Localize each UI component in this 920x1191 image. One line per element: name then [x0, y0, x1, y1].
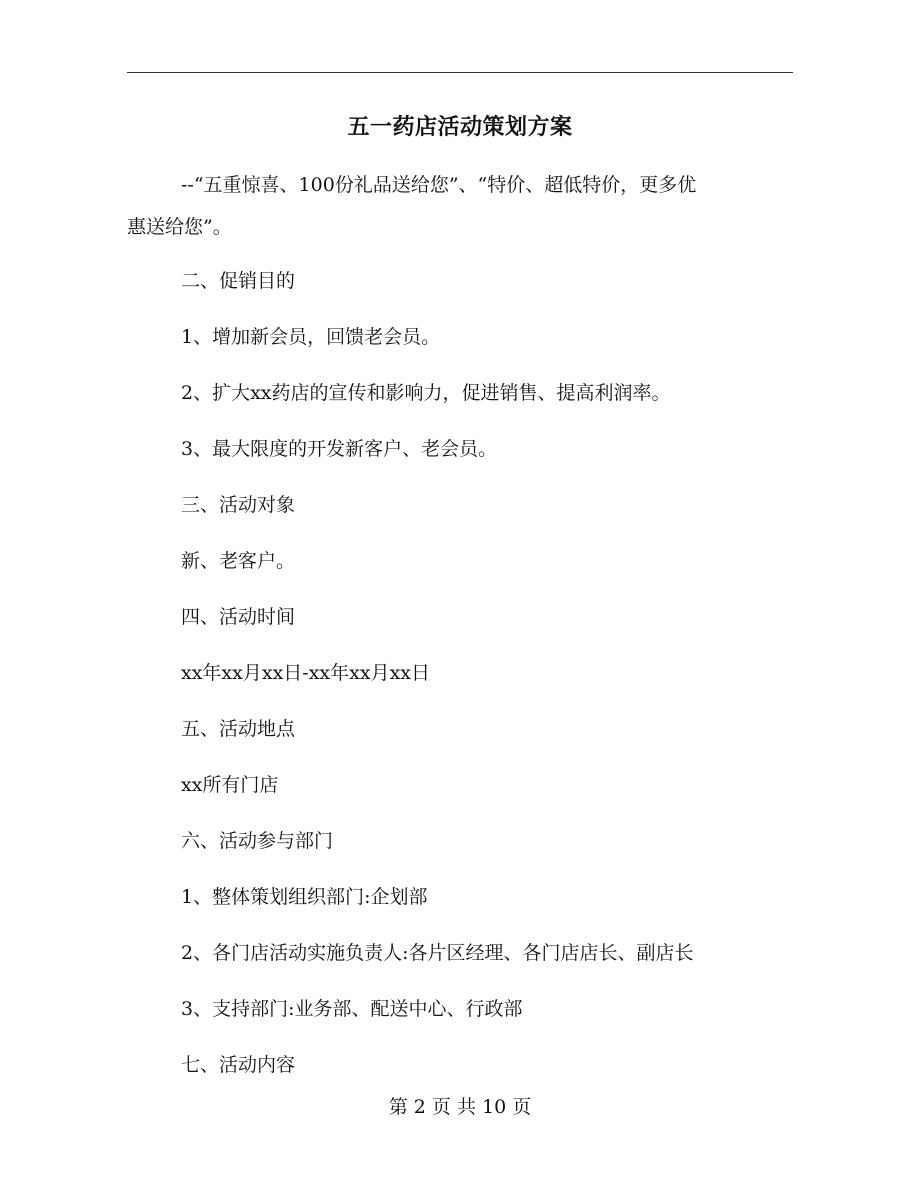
list-item: 2、各门店活动实施负责人:各片区经理、各门店店长、副店长 — [181, 942, 694, 964]
list-item: 1、整体策划组织部门:企划部 — [181, 886, 428, 908]
paragraph: xx年xx月xx日-xx年xx月xx日 — [181, 662, 431, 684]
paragraph: 新、老客户。 — [181, 550, 296, 572]
section-heading-purpose: 二、促销目的 — [181, 270, 296, 292]
section-heading-departments: 六、活动参与部门 — [181, 830, 334, 852]
paragraph: xx所有门店 — [181, 774, 279, 796]
page-number-footer: 第 2 页 共 10 页 — [388, 1096, 532, 1118]
intro-line-2: 惠送给您”。 — [127, 216, 232, 238]
list-item: 3、支持部门:业务部、配送中心、行政部 — [181, 998, 523, 1020]
header-rule — [127, 72, 793, 73]
section-heading-audience: 三、活动对象 — [181, 494, 296, 516]
document-title: 五一药店活动策划方案 — [347, 114, 573, 140]
section-heading-location: 五、活动地点 — [181, 718, 296, 740]
section-heading-time: 四、活动时间 — [181, 606, 296, 628]
list-item: 3、最大限度的开发新客户、老会员。 — [181, 438, 498, 460]
list-item: 2、扩大xx药店的宣传和影响力，促进销售、提高利润率。 — [181, 382, 671, 404]
intro-line-1: --“五重惊喜、100份礼品送给您”、“特价、超低特价，更多优 — [181, 174, 697, 196]
section-heading-content: 七、活动内容 — [181, 1054, 296, 1076]
list-item: 1、增加新会员，回馈老会员。 — [181, 326, 441, 348]
